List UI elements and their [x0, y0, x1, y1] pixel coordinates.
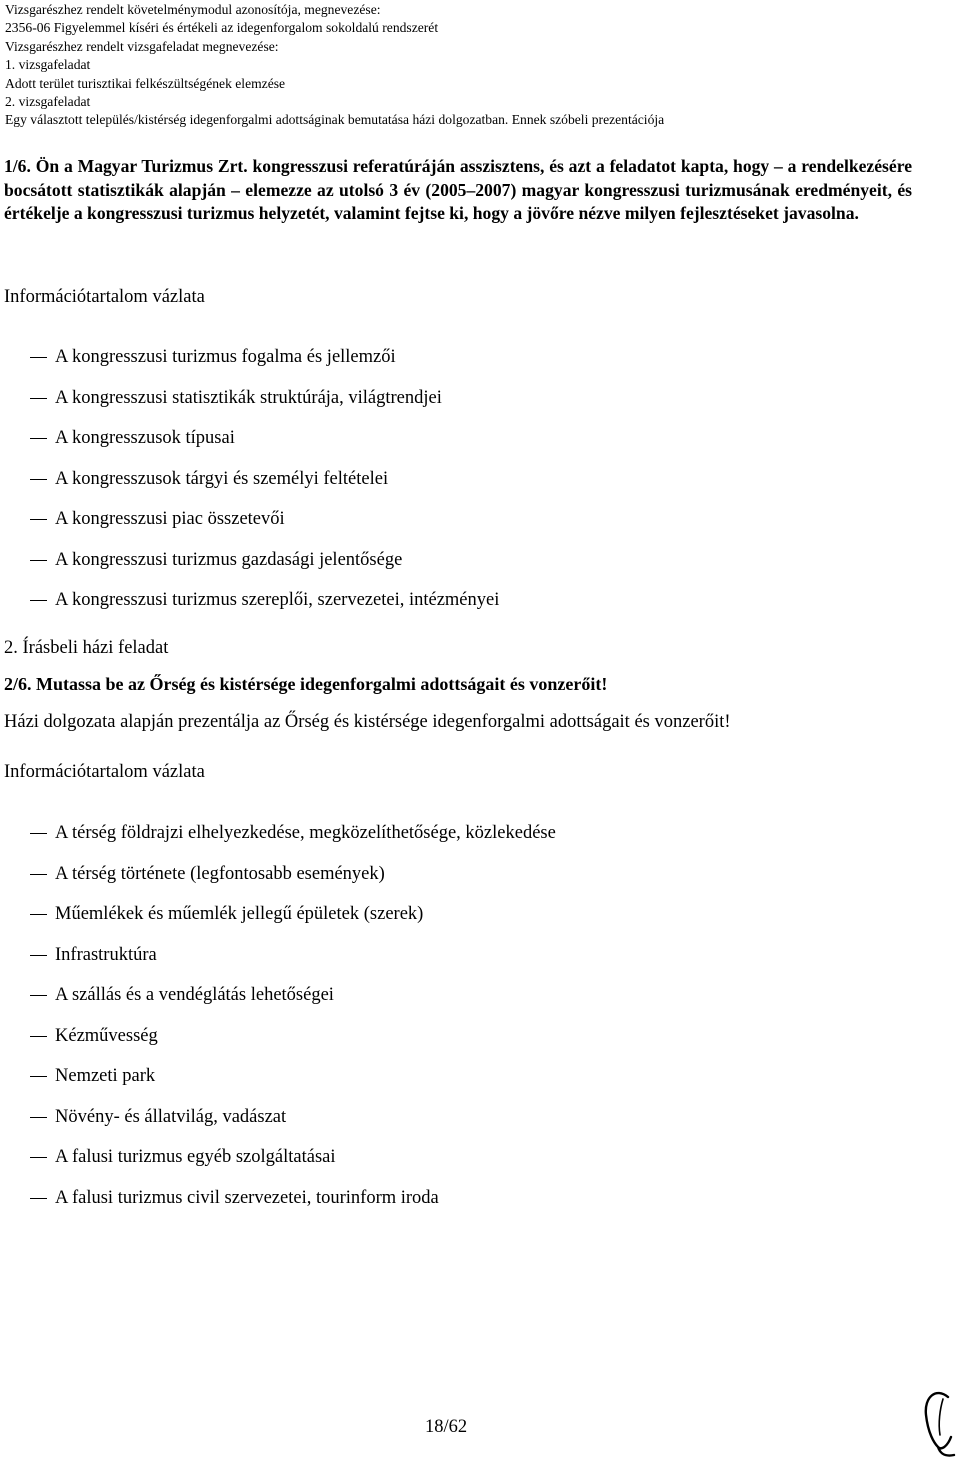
- section-2-label: Információtartalom vázlata: [4, 762, 205, 782]
- task-1-description: 1/6. Ön a Magyar Turizmus Zrt. kongresszusi referatúráján asszisztens, és azt a feladatot kapta, hogy – a rendelkezésére bocsátott statisztikák alapján – elemezze az utolsó 3 év (2005–2007) magyar kongresszusi turizmusának eredményeit, és értékelje a kongresszusi turizmus helyzetét, valamint fejtse ki, hogy a jövőre nézve milyen fejlesztéseket javasolna.: [4, 156, 912, 223]
- list-item-text: Kézművesség: [55, 1025, 158, 1046]
- list-item-text: A szállás és a vendéglátás lehetőségei: [55, 985, 334, 1005]
- dash-bullet-icon: [30, 955, 47, 956]
- list-item-text: A kongresszusi turizmus gazdasági jelentősége: [55, 549, 403, 570]
- header-line: Vizsgarészhez rendelt vizsgafeladat megnevezése:: [5, 38, 279, 54]
- list-item-text: Nemzeti park: [55, 1066, 156, 1086]
- header-line: 1. vizsgafeladat: [5, 57, 91, 73]
- dash-bullet-icon: [30, 560, 47, 561]
- handwritten-signature-icon: [918, 1385, 958, 1460]
- list-item-text: A kongresszusok típusai: [55, 428, 235, 448]
- dash-bullet-icon: [30, 1036, 47, 1037]
- dash-bullet-icon: [30, 1157, 47, 1158]
- dash-bullet-icon: [30, 519, 47, 520]
- header-line: Vizsgarészhez rendelt követelménymodul azonosítója, megnevezése:: [5, 2, 381, 17]
- page-number: 18/62: [425, 1417, 468, 1437]
- list-item-text: Infrastruktúra: [55, 944, 157, 965]
- dash-bullet-icon: [30, 914, 47, 915]
- document-header: [5, 1, 955, 130]
- dash-bullet-icon: [30, 438, 47, 439]
- list-item-text: A kongresszusi turizmus fogalma és jellemzői: [55, 347, 396, 367]
- dash-bullet-icon: [30, 995, 47, 996]
- dash-bullet-icon: [30, 833, 47, 834]
- dash-bullet-icon: [30, 479, 47, 480]
- written-task-label: 2. Írásbeli házi feladat: [4, 638, 169, 658]
- dash-bullet-icon: [30, 600, 47, 601]
- header-line: 2356-06 Figyelemmel kíséri és értékeli az idegenforgalom sokoldalú rendszerét: [5, 20, 439, 36]
- dash-bullet-icon: [30, 874, 47, 875]
- header-line: Egy választott település/kistérség idegenforgalmi adottságinak bemutatása házi dolgozatban. Ennek szóbeli prezentációja: [5, 112, 665, 128]
- dash-bullet-icon: [30, 1076, 47, 1077]
- list-item-text: A kongresszusi statisztikák struktúrája, világtrendjei: [55, 387, 442, 408]
- task-2-title: 2/6. Mutassa be az Őrség és kistérsége idegenforgalmi adottságait és vonzerőit!: [4, 674, 608, 694]
- dash-bullet-icon: [30, 357, 47, 358]
- list-item-text: A kongresszusok tárgyi és személyi feltételei: [55, 468, 389, 489]
- header-line: Adott terület turisztikai felkészültségének elemzése: [5, 75, 286, 91]
- dash-bullet-icon: [30, 1198, 47, 1199]
- list-item-text: A kongresszusi turizmus szereplői, szervezetei, intézményei: [55, 590, 500, 610]
- dash-bullet-icon: [30, 1117, 47, 1118]
- list-item-text: A térség története (legfontosabb események): [55, 863, 385, 884]
- list-item-text: A falusi turizmus civil szervezetei, tourinform iroda: [55, 1187, 439, 1208]
- header-line: 2. vizsgafeladat: [5, 94, 91, 110]
- dash-bullet-icon: [30, 398, 47, 399]
- list-item-text: A térség földrajzi elhelyezkedése, megközelíthetősége, közlekedése: [55, 823, 556, 843]
- task-2-description: Házi dolgozata alapján prezentálja az Őrség és kistérsége idegenforgalmi adottságait és vonzerőit!: [4, 712, 731, 732]
- section-1-label: Információtartalom vázlata: [4, 287, 205, 307]
- list-item-text: Növény- és állatvilág, vadászat: [55, 1106, 287, 1127]
- list-item-text: A kongresszusi piac összetevői: [55, 509, 285, 529]
- list-item-text: Műemlékek és műemlék jellegű épületek (szerek): [55, 904, 424, 924]
- list-item-text: A falusi turizmus egyéb szolgáltatásai: [55, 1147, 336, 1167]
